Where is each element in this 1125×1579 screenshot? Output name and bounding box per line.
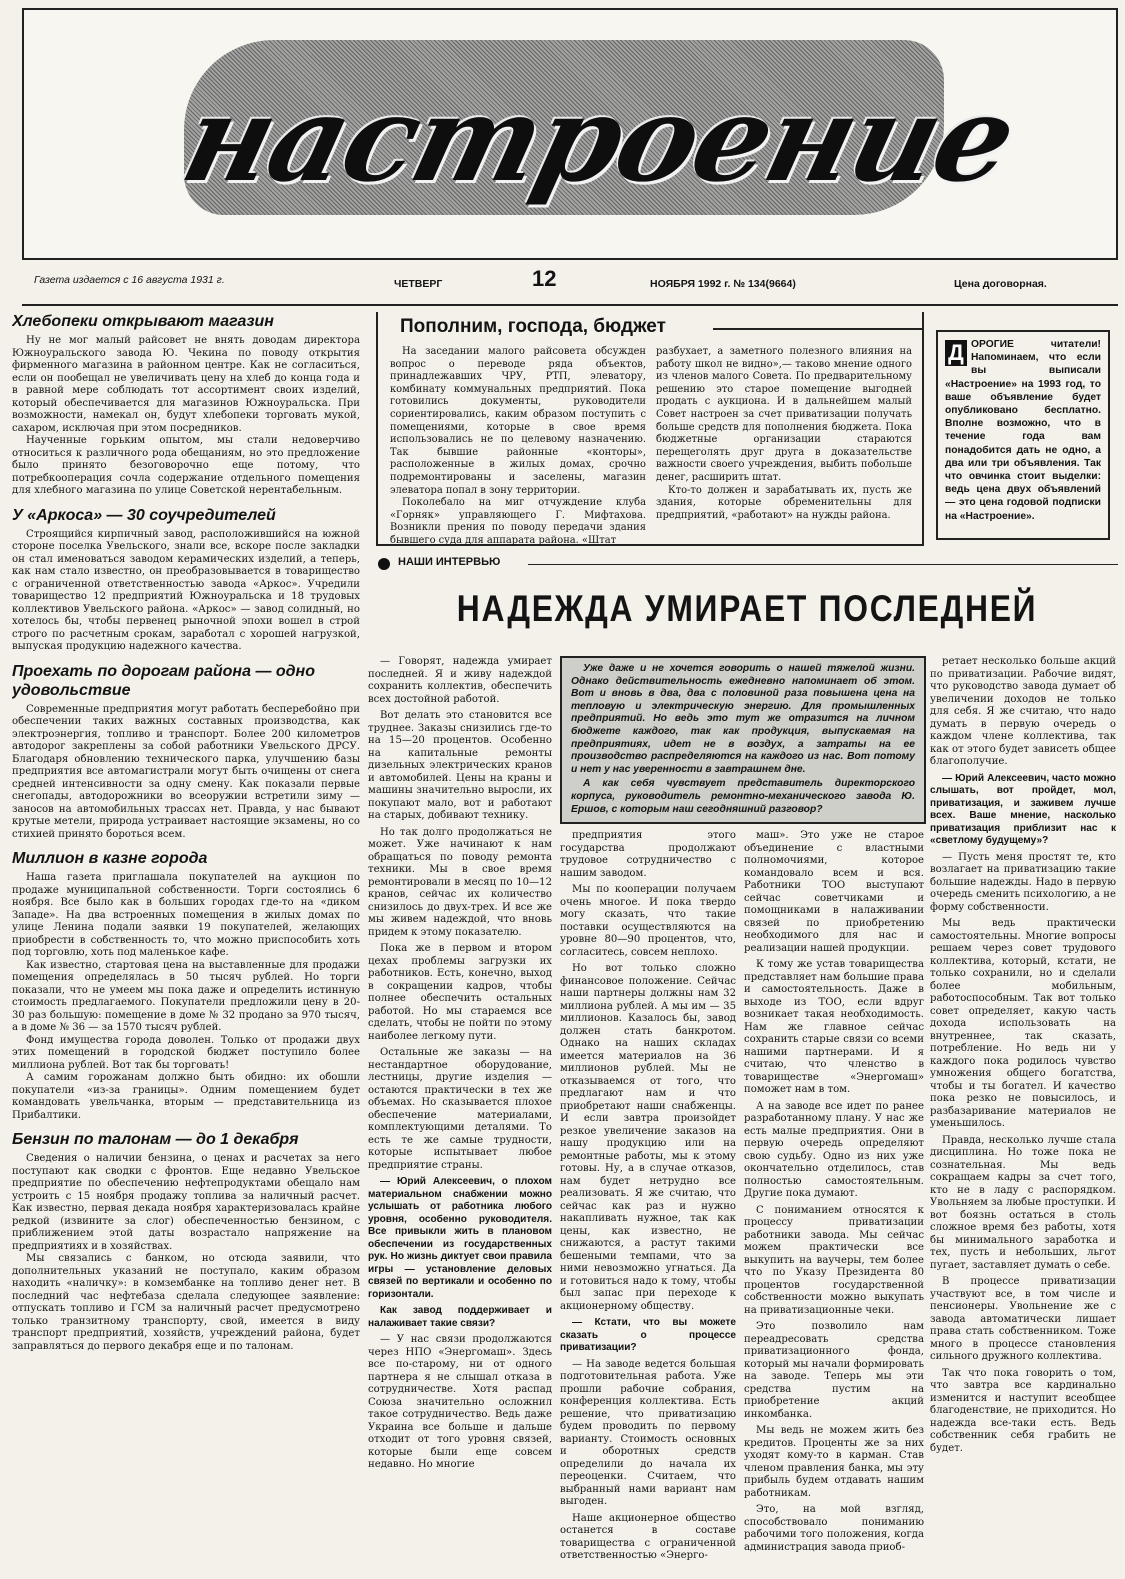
interview-answer: Правда, несколько лучше стала дисциплина. Но тоже пока не сознательная. Мы ведь сокращаем кадры за счет того, кто не в ладу с распорядком. Увольняем за любые проступки. И вот боязнь остаться в столь сложное время без работы, хотя бы минимального заработка и тех, пусть и небольших, льгот пугает, заставляет думать о себе. [930,1134,1116,1271]
newspaper-title: настроение [170,69,1028,208]
news-brief [12,1130,360,1353]
price-label: Цена договорная. [954,278,1047,290]
paragraph: Современные предприятия могут работать бесперебойно при обеспечении таких важных составных производства, как электроэнергия, топливо и транспорт. Более 200 километров автодорог закреплены за собой работники Увельского ДРСУ. Благодаря обновлению технического парка, улучшению базы предприятия все автомагистрали могут быть очищены от снега средней интенсивности за одну смену. Как показали первые снегопады, автодорожники во всеоружии встретили зиму — заносов на автомобильных трассах нет. Правда, у нас бывают крутые метели, природа устраивает настоящие экзамены, но со стихией принято бороться всем. [12,703,360,840]
paragraph: Сведения о наличии бензина, о ценах и расчетах за него поступают как сводки с фронтов. Еще недавно Увельское предприятие по обеспечению нефтепродуктами обещало нам устроить с 15 ноября продажу топлива за наличный расчет. Как известно, первая декада ноября характеризовалась крайне редкой (извините за слог) обеспеченностью бензином, с приближением этой даты возрастало напряжение на предприятиях и в хозяйствах. [12,1153,360,1252]
interview-answer: К тому же устав товарищества представляет нам большие права и самостоятельность. Даже в выходе из ТОО, если вдруг возникает такая необходимость. Нам же главное сейчас сохранить старые связи со всеми нашими партнерами. И я считаю, что членство в товариществе «Энергомаш» поможет нам в том. [744,959,924,1095]
masthead [22,8,1118,260]
interview-answer: А на заводе все идет по ранее разработанному плану. У нас же есть малые предприятия. Они в первую очередь определяют свою судьбу. Одно из них уже окончательно отделилось, став полностью самостоятельным. Другие пока думают. [744,1100,924,1199]
bullet-icon [378,558,390,570]
paragraph: А самим горожанам должно быть обидно: их обошли покупатели «из-за границы». Одним помещением будет командовать увельчанка, вторым — представительница из Прибалтики. [12,1072,360,1121]
lead-paragraph: Уже даже и не хочется говорить о нашей тяжелой жизни. Однако действительность ежедневно напоминает об этом. Вот и вновь в два, два с половиной раза повышена цена на тепловую и электрическую энергию. Для промышленных предприятий. Но ведь это тут же отразится на личном бюджете каждого, так как продукция, выпускаемая на предприятиях, идет не в воздух, а затраты на ее производство распределяются на каждого из нас. Вот потому и нет у нас уверенности в завтрашнем дне. [571,663,915,775]
interview-answer: ретает несколько больше акций по приватизации. Рабочие видят, что руководство завода думает об увеличении доходов не только для себя. Я же считаю, что надо думать в первую очередь о каждом члене коллектива, так как от этого будет зависеть общее благополучие. [930,656,1116,767]
rubric-label: НАШИ ИНТЕРВЬЮ [398,556,501,568]
news-brief-title: Проехать по дорогам района — одно удовольствие [12,662,315,699]
interview-answer: — Говорят, надежда умирает последней. Я и живу надеждой сохранить коллектив, обеспечить всех достойной работой. [368,656,552,705]
interview-answer: Это позволило нам переадресовать средства приватизационного фонда, который мы начали формировать на заводе. Теперь мы эти средства пустим на приобретение акций инкомбанка. [744,1321,924,1420]
interview-answer: Но вот только сложно финансовое положение. Сейчас наши партнеры должны нам 32 миллиона рублей. А мы им — 35 миллионов. Казалось бы, завод должен стать банкротом. Однако на наших складах имеется материалов на 36 миллионов рублей. Мы не отказываемся от того, что предлагают нам и что приобретают наши снабженцы. И если завтра произойдет резкое увеличение заказов на нашу продукцию или на ремонтные работы, мы к этому готовы. Ну, а в случае отказов, нам будет нетрудно все реализовать. Я же считаю, что сейчас как раз и нужно накапливать нужное, так как цены, как известно, не снижаются, а растут такими бешеными темпами, что за ними невозможно угнаться. Да и готовиться надо к тому, чтобы был запас при переходе к акционерному обществу. [560,963,736,1312]
interview-question: — Юрий Алексеевич, часто можно слышать, вот пройдет, мол, приватизация, и заживем лучше всех. Ваше мнение, насколько приватизация приблизит нас к «светлому будущему»? [930,772,1116,846]
interview-question: Как завод поддерживает и налаживает такие связи? [368,1305,552,1329]
news-brief-title: Миллион в казне города [12,850,208,867]
interview-answer: — У нас связи продолжаются через НПО «Энергомаш». Здесь все по-старому, ни от одного партнера я не слышал отказа в сотрудничестве. Хотя распад Союза значительно осложнил такое сотрудничество. Ведь даже Украина все больше и дальше отходит от того уровня связей, которые были еще совсем недавно. Но многие [368,1334,552,1470]
founded-date: Газета издается с 16 августа 1931 г. [34,274,225,286]
interview-answer: Наше акционерное общество останется в составе товарищества с ограниченной ответственностью «Энерго- [560,1512,736,1561]
interview-answer: Пока же в первом и втором цехах проблемы загрузки их работников. Есть, конечно, выход в сокращении кадров, чтобы полнее обеспечить остальных работой. Но мы стараемся все сделать, чтобы не пойти по этому наиболее легкому пути. [368,943,552,1042]
interview-answer: — На заводе ведется большая подготовительная работа. Уже прошли рабочие собрания, конференция коллектива. Есть решение, что приватизацию будем проводить по первому варианту. Стоимость основных и оборотных средств определили до начала их переоценки. Считаем, что выбранный нами вариант нам выгоден. [560,1358,736,1507]
interview-answer: В процессе приватизации участвуют все, в том числе и пенсионеры. Увольнение же с завода автоматически лишает права стать собственником. Тоже много в процессе становления сильного дружного коллектива. [930,1276,1116,1362]
issue-day-number: 12 [532,266,557,291]
news-brief [12,506,360,654]
paragraph: На заседании малого райсовета обсужден вопрос о переводе ряда объектов, принадлежавших ЧРУ, РТП, элеватору, комбинату коммунальных предприятий. Пока готовились документы, руководители сориентировались, каким образом поступить с помещениями, которые в свое время использовались не по целевому назначению. Так бывшие районные «конторы», расположенные в жилых домах, срочно подремонтированы и заселены, магазин элеватора попал в зону территории. [390,346,646,496]
news-brief-title: У «Аркоса» — 30 соучредителей [12,506,276,524]
paragraph: Строящийся кирпичный завод, расположившийся на южной стороне поселка Увельского, знали все, вскоре после закладки он стал именоваться заводом керамических изделий, а теперь, как нам стало известно, он преобразовывается в товарищество с ограниченной ответственностью завода «Аркос». Учредили товарищество 12 предприятий Южноуральска и 18 трудовых коллективов Увельского района. «Аркос» — завод солидный, но хотелось бы, чтобы первенец рыночной эпохи вошел в строй строго по расчетным срокам, заработал с хорошей нагрузкой, выпуская продукцию надежного качества. [12,528,360,652]
budget-column-1 [390,346,646,548]
interview-answer: предприятия этого государства продолжают трудовое сотрудничество с нашим заводом. [560,830,736,879]
paragraph: Поколебало на миг отчуждение клуба «Горняк» управляющего Г. Мифтахова. Возникли прения по поводу передачи здания бывшего суда для аппарата района. «Штат [390,497,646,546]
interview-answer: Остальные же заказы — на нестандартное оборудование, лестницы, другие изделия — остаются практически в тех же объемах. Но сказывается плохое обеспечение материалами, комплектующими деталями. То есть те же самые трудности, которые испытывает любое предприятие страны. [368,1047,552,1171]
issue-date-number: НОЯБРЯ 1992 г. № 134(9664) [650,278,796,290]
readers-notice-box [936,330,1110,540]
interview-answer: Мы по кооперации получаем очень многое. И пока твердо могу сказать, что такие поставки осуществляются на уровне 80—90 процентов, что, согласитесь, совсем неплохо. [560,884,736,958]
interview-question: — Кстати, что вы можете сказать о процессе приватизации? [560,1317,736,1353]
interview-rubric [378,556,1118,572]
interview-question: — Юрий Алексеевич, о плохом материальном снабжении можно услышать от работника любого уровня, особенно руководителя. Все привыкли жить в плановом обеспечении из государственных рук. Но жизнь диктует свои правила игры — установление деловых связей по вертикали и особенно по горизонтали. [368,1176,552,1300]
interview-answer: С пониманием относятся к процессу приватизации работники завода. Мы сейчас можем практически все выкупить на ваучеры, тем более что по Указу Президента 80 процентов государственной собственности можно выкупать на приватизационные чеки. [744,1204,924,1316]
interview-column-3 [744,830,924,1576]
interview-answer: Но так долго продолжаться не может. Уже начинают к нам обращаться по поводу ремонта техники. Мы в свое время ремонтировали в месяц по 10—12 кранов, сейчас их количество снизилось до двух-трех. И все же мы живем надеждой, что вновь придем к этому показателю. [368,826,552,938]
lead-paragraph: А как себя чувствует представитель директорского корпуса, руководитель ремонтно-механического завода Ю. Ершов, с которым наш сегодняшний разговор? [571,778,915,815]
interview-column-4 [930,656,1116,1576]
interview-answer: Так что пока говорить о том, что завтра все кардинально изменится и наступит всеобщее благоденствие, не приходится. Но надежда все-таки есть. Ведь собственник себя грабить не будет. [930,1367,1116,1454]
interview-answer: Вот делать это становится все труднее. Заказы снизились где-то на 15—20 процентов. Особенно на капитальные ремонты дизельных электрических кранов и автомобилей. Цены на краны и машины значительно выросли, их покупают мало, вот и работают на старых, добивают технику. [368,710,552,821]
news-brief [12,312,360,498]
news-brief [12,662,360,842]
paragraph: Наученные горьким опытом, мы стали недоверчиво относиться к различного рода обещаниям, но это предложение было принято безоговорочно еще потому, что потребкооперация сочла содержание отдельного помещения для хлебного магазина по улице Советской нерентабельным. [12,435,360,496]
paragraph: Фонд имущества города доволен. Только от продажи двух этих помещений в городской бюджет поступило более миллиона рублей. Вот так бы торговать! [12,1034,360,1071]
weekday: ЧЕТВЕРГ [394,278,443,290]
interview-answer: Мы ведь не можем жить без кредитов. Проценты же за них уходят кому-то в карман. Став членом правления банка, мы эту прибыль будем отдавать нашим работникам. [744,1425,924,1499]
paragraph: Ну не мог малый райсовет не внять доводам директора Южноуральского завода Ю. Чекина по поводу открытия фирменного магазина в районном центре. Как не согласиться, если он пообещал не увеличивать цену на хлеб до конца года и в равной мере соблюдать тот ассортимент своих изделий, который обеспечивается для магазинов Южноуральска. При возможности, намекал он, будут хлебопеки торговать мукой, сахаром, исключая при этом посредников. [12,335,360,434]
interview-column-2 [560,830,736,1576]
budget-article-title: Пополним, господа, бюджет [400,316,666,337]
budget-article [376,312,924,546]
title-rule [713,328,923,330]
news-brief-title: Хлебопеки открывают магазин [12,313,274,330]
paragraph: Кто-то должен и зарабатывать их, пусть же здания, которые обременительны для предприятий, «работают» на нужды района. [656,484,912,521]
readers-notice-text: ОРОГИЕ читатели! Напоминаем, что если вы выписали «Настроение» на 1993 год, то ваше объявление будет опубликовано бесплатно. Вполне возможно, что в течение года вам понадобится дать не одно, а два или три объявления. Так что овчинка стоит выделки: ведь цена двух объявлений — это цена годовой подписки на «Настроение». [945,339,1101,522]
interview-answer: Это, на мой взгляд, способствовало пониманию рабочими того положения, когда администрация завода приоб- [744,1504,924,1553]
interview-headline: НАДЕЖДА УМИРАЕТ ПОСЛЕДНЕЙ [456,588,1038,629]
dateline [22,266,1118,306]
interview-answer: Мы ведь практически самостоятельны. Многие вопросы решаем через совет трудового коллектива, который, кстати, не только сохранили, но и сделали более мобильным, работоспособным. Так вот только совет определяет, какую часть дохода использовать на внутреннее, так сказать, потребление. Но ведь ни у каждого пока родилось чувство умножения общего богатства, чтобы и ты богател. И качество пока резко не повысилось, и разбазаривание материалов не уменьшилось. [930,918,1116,1129]
interview-lead-box [560,656,926,824]
rubric-rule [528,564,1118,565]
news-briefs-column [12,312,360,1574]
news-brief-title: Бензин по талонам — до 1 декабря [12,1131,299,1148]
interview-column-1 [368,656,552,1576]
drop-cap: Д [945,340,967,366]
paragraph: Как известно, стартовая цена на выставленные для продажи помещения определялась в 50 тысяч рублей. Но торги показали, что не умеем мы пока даже и определить истинную стоимость предлагаемого. Покупатели предложили цену в 20-30 раз большую: помещение в доме № 32 продано за 970 тысяч, а в доме № 36 — за 1570 тысяч рублей. [12,959,360,1033]
news-brief [12,849,360,1122]
paragraph: Мы связались с банком, но отсюда заявили, что дополнительных указаний не поступало, каким образом находить «наличку»: в комзембанке на топливо денег нет. В последний час нефтебаза сделала следующее заявление: отпускать топливо и ГСМ за наличный расчет предусмотрено только транзитному транспорту, свой, имеется в виду транспорт предприятий, хозяйств, учреждений района, будет заправляться до первого декабря еще и по талонам. [12,1253,360,1352]
paragraph: разбухает, а заметного полезного влияния на работу школ не видно»,— таково мнение одного из членов малого Совета. По предварительному решению это старое помещение выгодней продать с аукциона. И в дальнейшем малый Совет настроен за счет приватизации получать больше средств для пополнения бюджета. Пока бюджетные организации стараются перещеголять друг друга в доказательстве важности своего учреждения, выбить побольше денег, расширить штат. [656,346,912,483]
paragraph: Наша газета приглашала покупателей на аукцион по продаже муниципальной собственности. Торги состоялись 6 ноября. Все было как в больших городах где-то на «диком Западе». На два встроенных помещения в жилых домах по улице Ленина подали заявки 19 покупателей, желающих приобрести в собственность то, что можно приспособить хоть под торговлю, хоть под маленькое кафе. [12,872,360,958]
interview-answer: — Пусть меня простят те, кто возлагает на приватизацию такие большие надежды. Надо в первую очередь сменить психологию, а не форму собственности. [930,851,1116,913]
interview-answer: маш». Это уже не старое объединение с властными полномочиями, которое командовало всем и вся. Работники ТОО выступают сейчас советчиками и помощниками в налаживании связей по приобретению необходимого для нас и реализации нашей продукции. [744,830,924,954]
budget-column-2 [656,346,912,548]
